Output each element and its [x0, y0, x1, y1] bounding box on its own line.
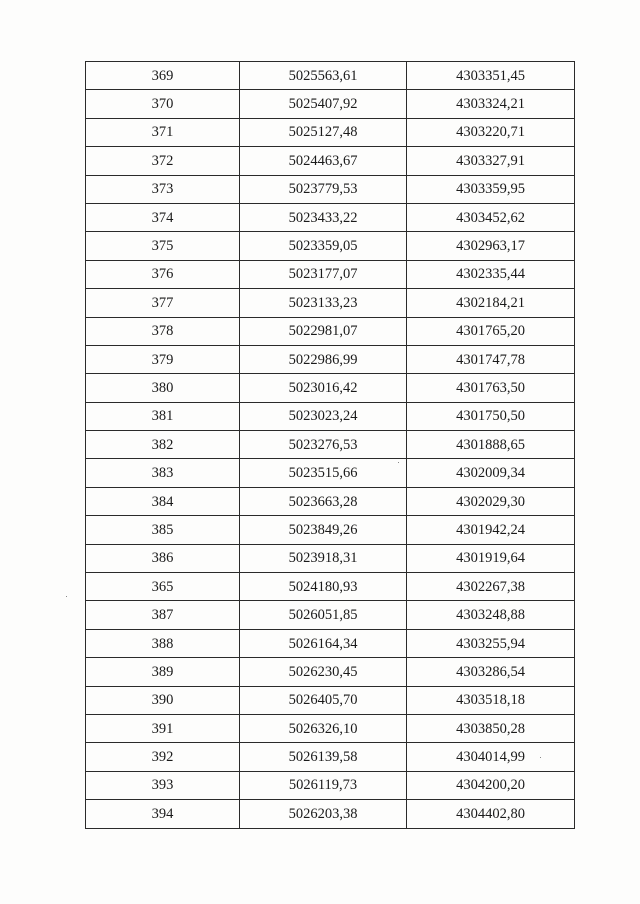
table-row — [86, 289, 575, 317]
y-coordinate-cell: 4303327,91 — [407, 147, 575, 175]
table-row — [86, 62, 575, 90]
table-row — [86, 90, 575, 118]
y-coordinate-cell: 4303286,54 — [407, 658, 575, 686]
y-coordinate-cell: 4304402,80 — [407, 800, 575, 828]
table-row — [86, 175, 575, 203]
point-number-cell: 379 — [86, 345, 240, 373]
y-coordinate-cell: 4302009,34 — [407, 459, 575, 487]
point-number-cell: 380 — [86, 374, 240, 402]
x-coordinate-cell: 5025407,92 — [240, 90, 407, 118]
x-coordinate-cell: 5023359,05 — [240, 232, 407, 260]
table-row — [86, 317, 575, 345]
y-coordinate-cell: 4301919,64 — [407, 544, 575, 572]
y-coordinate-cell: 4303359,95 — [407, 175, 575, 203]
x-coordinate-cell: 5026203,38 — [240, 800, 407, 828]
x-coordinate-cell: 5023779,53 — [240, 175, 407, 203]
table-row — [86, 714, 575, 742]
point-number-cell: 381 — [86, 402, 240, 430]
coordinates-table-body — [86, 62, 575, 829]
table-row — [86, 431, 575, 459]
y-coordinate-cell: 4303351,45 — [407, 62, 575, 90]
table-row — [86, 118, 575, 146]
x-coordinate-cell: 5026326,10 — [240, 714, 407, 742]
y-coordinate-cell: 4301747,78 — [407, 345, 575, 373]
point-number-cell: 388 — [86, 629, 240, 657]
point-number-cell: 372 — [86, 147, 240, 175]
table-row — [86, 374, 575, 402]
table-row — [86, 147, 575, 175]
x-coordinate-cell: 5023016,42 — [240, 374, 407, 402]
point-number-cell: 375 — [86, 232, 240, 260]
x-coordinate-cell: 5023918,31 — [240, 544, 407, 572]
point-number-cell: 389 — [86, 658, 240, 686]
scan-speck — [398, 462, 399, 463]
table-row — [86, 686, 575, 714]
x-coordinate-cell: 5026405,70 — [240, 686, 407, 714]
table-row — [86, 487, 575, 515]
y-coordinate-cell: 4303220,71 — [407, 118, 575, 146]
point-number-cell: 382 — [86, 431, 240, 459]
table-row — [86, 232, 575, 260]
x-coordinate-cell: 5022981,07 — [240, 317, 407, 345]
x-coordinate-cell: 5024180,93 — [240, 573, 407, 601]
point-number-cell: 376 — [86, 260, 240, 288]
table-row — [86, 345, 575, 373]
y-coordinate-cell: 4301765,20 — [407, 317, 575, 345]
x-coordinate-cell: 5026164,34 — [240, 629, 407, 657]
y-coordinate-cell: 4301750,50 — [407, 402, 575, 430]
table-row — [86, 516, 575, 544]
point-number-cell: 377 — [86, 289, 240, 317]
x-coordinate-cell: 5026051,85 — [240, 601, 407, 629]
y-coordinate-cell: 4302184,21 — [407, 289, 575, 317]
y-coordinate-cell: 4302267,38 — [407, 573, 575, 601]
point-number-cell: 365 — [86, 573, 240, 601]
y-coordinate-cell: 4301942,24 — [407, 516, 575, 544]
point-number-cell: 378 — [86, 317, 240, 345]
point-number-cell: 384 — [86, 487, 240, 515]
y-coordinate-cell: 4303452,62 — [407, 203, 575, 231]
point-number-cell: 370 — [86, 90, 240, 118]
y-coordinate-cell: 4301763,50 — [407, 374, 575, 402]
point-number-cell: 387 — [86, 601, 240, 629]
y-coordinate-cell: 4302029,30 — [407, 487, 575, 515]
x-coordinate-cell: 5024463,67 — [240, 147, 407, 175]
point-number-cell: 386 — [86, 544, 240, 572]
x-coordinate-cell: 5023663,28 — [240, 487, 407, 515]
table-row — [86, 629, 575, 657]
x-coordinate-cell: 5023023,24 — [240, 402, 407, 430]
table-row — [86, 658, 575, 686]
point-number-cell: 390 — [86, 686, 240, 714]
x-coordinate-cell: 5023433,22 — [240, 203, 407, 231]
x-coordinate-cell: 5026119,73 — [240, 771, 407, 799]
point-number-cell: 393 — [86, 771, 240, 799]
x-coordinate-cell: 5022986,99 — [240, 345, 407, 373]
x-coordinate-cell: 5023177,07 — [240, 260, 407, 288]
y-coordinate-cell: 4301888,65 — [407, 431, 575, 459]
table-row — [86, 459, 575, 487]
x-coordinate-cell: 5026230,45 — [240, 658, 407, 686]
y-coordinate-cell: 4302963,17 — [407, 232, 575, 260]
x-coordinate-cell: 5023133,23 — [240, 289, 407, 317]
point-number-cell: 373 — [86, 175, 240, 203]
table-row — [86, 260, 575, 288]
scan-speck — [540, 757, 541, 758]
y-coordinate-cell: 4303850,28 — [407, 714, 575, 742]
point-number-cell: 371 — [86, 118, 240, 146]
point-number-cell: 385 — [86, 516, 240, 544]
table-row — [86, 544, 575, 572]
x-coordinate-cell: 5025127,48 — [240, 118, 407, 146]
x-coordinate-cell: 5023849,26 — [240, 516, 407, 544]
scan-speck — [66, 596, 67, 597]
y-coordinate-cell: 4303248,88 — [407, 601, 575, 629]
y-coordinate-cell: 4303324,21 — [407, 90, 575, 118]
table-row — [86, 771, 575, 799]
x-coordinate-cell: 5023515,66 — [240, 459, 407, 487]
table-row — [86, 203, 575, 231]
y-coordinate-cell: 4302335,44 — [407, 260, 575, 288]
point-number-cell: 374 — [86, 203, 240, 231]
point-number-cell: 369 — [86, 62, 240, 90]
point-number-cell: 383 — [86, 459, 240, 487]
table-row — [86, 402, 575, 430]
table-row — [86, 800, 575, 828]
point-number-cell: 391 — [86, 714, 240, 742]
table-row — [86, 573, 575, 601]
y-coordinate-cell: 4304200,20 — [407, 771, 575, 799]
table-row — [86, 743, 575, 771]
y-coordinate-cell: 4304014,99 — [407, 743, 575, 771]
x-coordinate-cell: 5026139,58 — [240, 743, 407, 771]
y-coordinate-cell: 4303255,94 — [407, 629, 575, 657]
point-number-cell: 394 — [86, 800, 240, 828]
point-number-cell: 392 — [86, 743, 240, 771]
x-coordinate-cell: 5023276,53 — [240, 431, 407, 459]
table-row — [86, 601, 575, 629]
y-coordinate-cell: 4303518,18 — [407, 686, 575, 714]
x-coordinate-cell: 5025563,61 — [240, 62, 407, 90]
coordinates-table — [85, 61, 575, 829]
